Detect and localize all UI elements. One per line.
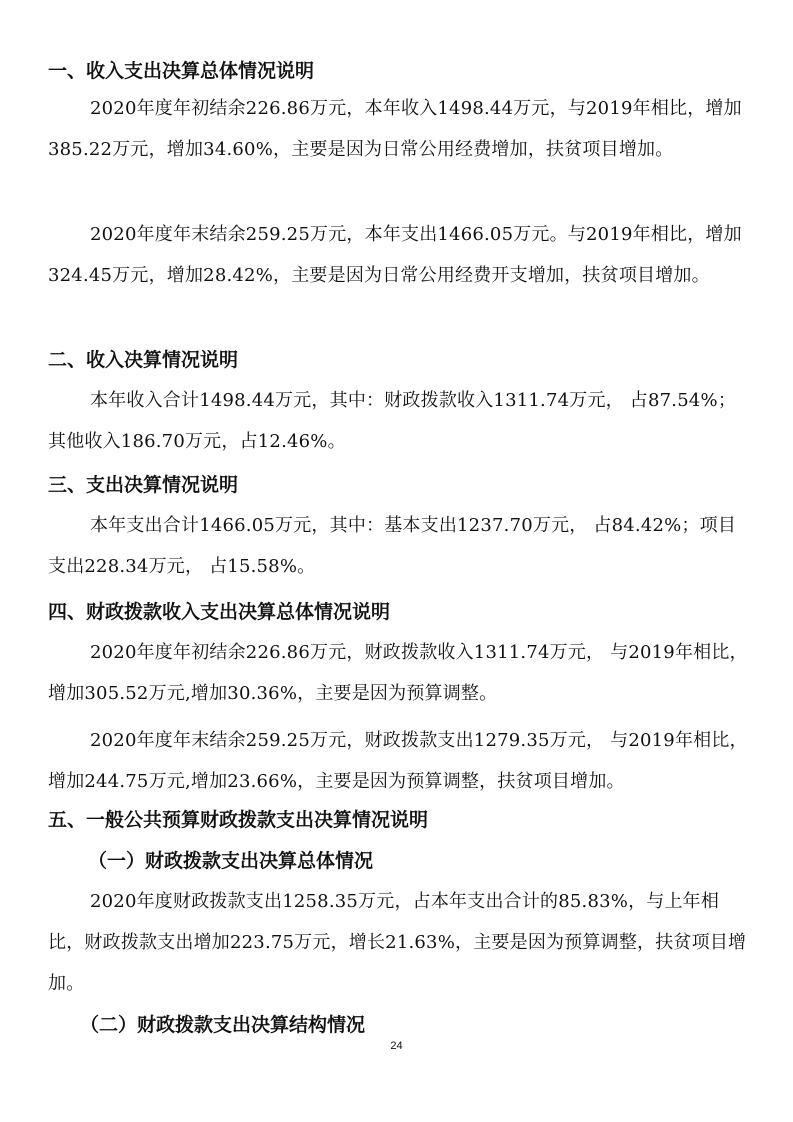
paragraph-1-1: 2020年度年初结余226.86万元，本年收入1498.44万元，与2019年相比，增加385.22万元，增加34.60%，主要是因为日常公用经费增加，扶贫项目增加。 — [48, 98, 742, 160]
section-heading-4: 四、财政拨款收入支出决算总体情况说明 — [48, 601, 391, 623]
subsection-heading-5-1: （一）财政拨款支出决算总体情况 — [88, 850, 374, 872]
paragraph-4-2: 2020年度年末结余259.25万元，财政拨款支出1279.35万元， 与2019年相比，增加244.75万元,增加23.66%，主要是因为预算调整，扶贫项目增加。 — [48, 730, 748, 792]
section-heading-5: 五、一般公共预算财政拨款支出决算情况说明 — [48, 809, 429, 831]
paragraph-1-2: 2020年度年末结余259.25万元，本年支出1466.05万元。与2019年相比，增加324.45万元，增加28.42%，主要是因为日常公用经费开支增加，扶贫项目增加。 — [48, 224, 742, 286]
subsection-heading-5-2: （二）财政拨款支出决算结构情况 — [80, 1014, 366, 1036]
paragraph-5-1: 2020年度财政拨款支出1258.35万元，占本年支出合计的85.83%，与上年相比，财政拨款支出增加223.75万元，增长21.63%，主要是因为预算调整，扶贫项目增加。 — [48, 891, 747, 994]
paragraph-2-1: 本年收入合计1498.44万元，其中：财政拨款收入1311.74万元， 占87.54%；其他收入186.70万元，占12.46%。 — [48, 390, 737, 452]
page-number: 24 — [390, 1040, 403, 1052]
section-heading-3: 三、支出决算情况说明 — [48, 474, 239, 496]
paragraph-3-1: 本年支出合计1466.05万元，其中：基本支出1237.70万元， 占84.42%；项目支出228.34万元， 占15.58%。 — [48, 515, 737, 577]
section-heading-1: 一、收入支出决算总体情况说明 — [48, 60, 315, 82]
paragraph-4-1: 2020年度年初结余226.86万元，财政拨款收入1311.74万元， 与2019年相比，增加305.52万元,增加30.36%，主要是因为预算调整。 — [48, 642, 748, 704]
section-heading-2: 二、收入决算情况说明 — [48, 349, 239, 371]
